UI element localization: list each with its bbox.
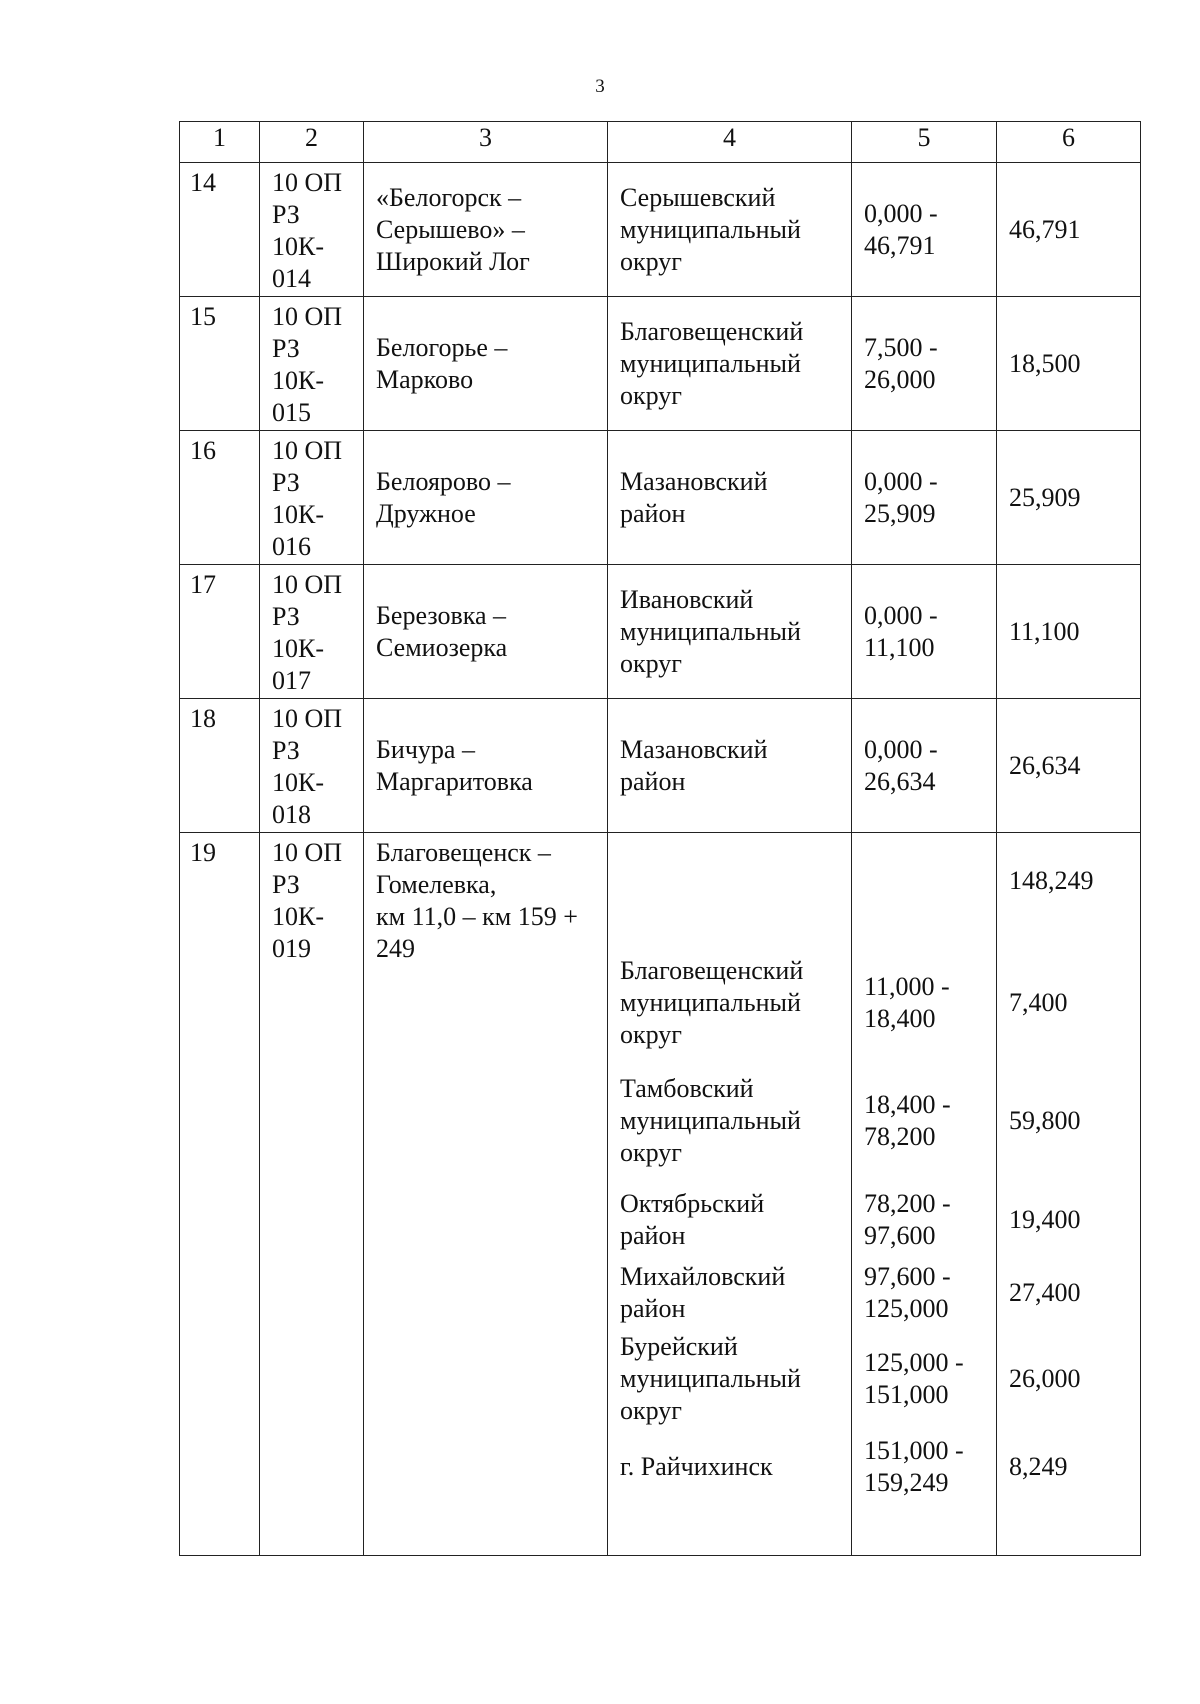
- text-line: 151,000: [864, 1380, 949, 1409]
- segment-length-value: 8,249: [1009, 1452, 1068, 1481]
- row-number: 14: [180, 163, 260, 297]
- text-line: Благовещенский: [620, 956, 804, 985]
- length: 25,909: [997, 431, 1141, 565]
- length: 26,634: [997, 699, 1141, 833]
- total-length: [997, 861, 1140, 901]
- text-line: 10 ОП: [272, 704, 343, 733]
- segment-length-value: 59,800: [1009, 1106, 1081, 1135]
- text-line: «Белогорск –: [376, 182, 522, 212]
- length-column: [997, 833, 1141, 1556]
- segment-km-range: [852, 1073, 996, 1169]
- text-line: муниципальный: [620, 348, 801, 378]
- text-line: 10 ОП: [272, 168, 343, 197]
- district-column: [608, 833, 852, 1556]
- segment-km-range: [852, 1185, 996, 1255]
- text-line: 0,000 -: [864, 466, 938, 496]
- text-line: Белогорье –: [376, 332, 508, 362]
- text-line: 10К-: [272, 902, 324, 931]
- text-line: округ: [620, 1020, 682, 1049]
- district: [608, 431, 852, 565]
- roads-table: [179, 121, 1141, 1556]
- text-line: 015: [272, 398, 311, 427]
- district: [608, 297, 852, 431]
- segment-district: [608, 1185, 851, 1255]
- total-length-value: 148,249: [1009, 866, 1094, 895]
- text-line: 10 ОП: [272, 838, 343, 867]
- text-line: муниципальный: [620, 214, 801, 244]
- road-name: [364, 565, 608, 699]
- road-code: [260, 431, 364, 565]
- text-line: 10К-: [272, 768, 324, 797]
- text-line: район: [620, 1221, 686, 1250]
- text-line: 018: [272, 800, 311, 829]
- text-line: 159,249: [864, 1468, 949, 1497]
- road-code: [260, 565, 364, 699]
- segment-district: [608, 955, 851, 1051]
- text-line: 97,600: [864, 1221, 936, 1250]
- length: 46,791: [997, 163, 1141, 297]
- text-line: 18,400: [864, 1004, 936, 1033]
- row-number: 15: [180, 297, 260, 431]
- row-number: 19: [180, 833, 260, 1556]
- text-line: Бичура –: [376, 734, 475, 764]
- text-line: 78,200: [864, 1122, 936, 1151]
- text-line: 125,000 -: [864, 1348, 964, 1377]
- text-line: Благовещенск –: [376, 838, 551, 867]
- text-line: Бурейский: [620, 1332, 738, 1361]
- text-line: район: [620, 766, 686, 796]
- text-line: 016: [272, 532, 311, 561]
- row-number: 17: [180, 565, 260, 699]
- segment-length: [997, 955, 1140, 1051]
- text-line: район: [620, 498, 686, 528]
- road-code: [260, 833, 364, 1556]
- road-name: [364, 163, 608, 297]
- text-line: 249: [376, 934, 415, 963]
- text-line: Серышево» –: [376, 214, 525, 244]
- text-line: район: [620, 1294, 686, 1323]
- road-name: [364, 431, 608, 565]
- text-line: Семиозерка: [376, 632, 508, 662]
- km-range: [852, 565, 997, 699]
- district: [608, 565, 852, 699]
- text-line: 0,000 -: [864, 600, 938, 630]
- segment-length-value: 7,400: [1009, 988, 1068, 1017]
- table-row: [180, 431, 1141, 565]
- segment-km-range: [852, 1258, 996, 1328]
- table-row: [180, 699, 1141, 833]
- table-row: [180, 565, 1141, 699]
- table-row: [180, 163, 1141, 297]
- text-line: 25,909: [864, 498, 936, 528]
- text-line: Марково: [376, 364, 474, 394]
- text-line: муниципальный: [620, 988, 801, 1017]
- segment-district: [608, 1331, 851, 1427]
- text-line: округ: [620, 246, 682, 276]
- text-line: км 11,0 – км 159 +: [376, 902, 578, 931]
- text-line: 125,000: [864, 1294, 949, 1323]
- text-line: округ: [620, 1138, 682, 1167]
- text-line: 019: [272, 934, 311, 963]
- text-line: 78,200 -: [864, 1189, 951, 1218]
- text-line: РЗ: [272, 736, 300, 765]
- text-line: Серышевский: [620, 182, 776, 212]
- text-line: 0,000 -: [864, 198, 938, 228]
- segment-district: [608, 1073, 851, 1169]
- text-line: 151,000 -: [864, 1436, 964, 1465]
- road-name: [364, 699, 608, 833]
- text-line: муниципальный: [620, 1106, 801, 1135]
- row-number: 16: [180, 431, 260, 565]
- district: [608, 699, 852, 833]
- segment-district: [608, 1258, 851, 1328]
- text-line: РЗ: [272, 200, 300, 229]
- text-line: РЗ: [272, 468, 300, 497]
- page-number: 3: [595, 76, 605, 97]
- road-code: [260, 163, 364, 297]
- text-line: 017: [272, 666, 311, 695]
- text-line: Широкий Лог: [376, 246, 530, 276]
- table-header-row: [180, 122, 1141, 163]
- text-line: муниципальный: [620, 616, 801, 646]
- segment-km-range: [852, 955, 996, 1051]
- text-line: Гомелевка,: [376, 870, 497, 899]
- km-range: [852, 699, 997, 833]
- column-header: 2: [260, 122, 364, 163]
- text-line: 7,500 -: [864, 332, 938, 362]
- km-range: [852, 297, 997, 431]
- road-code: [260, 297, 364, 431]
- segment-length: [997, 1073, 1140, 1169]
- column-header: 6: [997, 122, 1141, 163]
- segment-length-value: 19,400: [1009, 1205, 1081, 1234]
- text-line: 11,100: [864, 632, 935, 662]
- text-line: 11,000 -: [864, 972, 950, 1001]
- km-range: [852, 431, 997, 565]
- column-header: 3: [364, 122, 608, 163]
- text-line: г. Райчихинск: [620, 1452, 773, 1481]
- text-line: Белоярово –: [376, 466, 511, 496]
- text-line: Октябрьский: [620, 1189, 765, 1218]
- column-header: 5: [852, 122, 997, 163]
- segment-length: [997, 1331, 1140, 1427]
- segment-length: [997, 1185, 1140, 1255]
- segment-length: [997, 1258, 1140, 1328]
- table-row: [180, 297, 1141, 431]
- text-line: 0,000 -: [864, 734, 938, 764]
- length: 18,500: [997, 297, 1141, 431]
- row-number: 18: [180, 699, 260, 833]
- km-range-column: [852, 833, 997, 1556]
- text-line: 10 ОП: [272, 436, 343, 465]
- text-line: 10К-: [272, 232, 324, 261]
- text-line: Мазановский: [620, 734, 768, 764]
- text-line: Ивановский: [620, 584, 754, 614]
- text-line: округ: [620, 648, 682, 678]
- text-line: РЗ: [272, 334, 300, 363]
- district: [608, 163, 852, 297]
- text-line: округ: [620, 1396, 682, 1425]
- segment-km-range: [852, 1331, 996, 1427]
- segment-length-value: 27,400: [1009, 1278, 1081, 1307]
- text-line: 26,634: [864, 766, 936, 796]
- text-line: 10 ОП: [272, 302, 343, 331]
- road-code: [260, 699, 364, 833]
- text-line: 10 ОП: [272, 570, 343, 599]
- text-line: РЗ: [272, 870, 300, 899]
- text-line: 97,600 -: [864, 1262, 951, 1291]
- text-line: Благовещенский: [620, 316, 804, 346]
- text-line: Мазановский: [620, 466, 768, 496]
- segment-length-value: 26,000: [1009, 1364, 1081, 1393]
- text-line: 18,400 -: [864, 1090, 951, 1119]
- text-line: Михайловский: [620, 1262, 786, 1291]
- segment-district: [608, 1437, 851, 1497]
- table-row: [180, 833, 1141, 1556]
- km-range: [852, 163, 997, 297]
- column-header: 4: [608, 122, 852, 163]
- column-header: 1: [180, 122, 260, 163]
- road-name: [364, 297, 608, 431]
- text-line: 014: [272, 264, 311, 293]
- segment-km-range: [852, 1437, 996, 1497]
- text-line: РЗ: [272, 602, 300, 631]
- text-line: муниципальный: [620, 1364, 801, 1393]
- text-line: 26,000: [864, 364, 936, 394]
- text-line: 46,791: [864, 230, 936, 260]
- text-line: Дружное: [376, 498, 476, 528]
- text-line: округ: [620, 380, 682, 410]
- text-line: 10К-: [272, 366, 324, 395]
- segment-length: [997, 1437, 1140, 1497]
- road-name: [364, 833, 608, 1556]
- text-line: 10К-: [272, 634, 324, 663]
- length: 11,100: [997, 565, 1141, 699]
- text-line: Березовка –: [376, 600, 506, 630]
- text-line: 10К-: [272, 500, 324, 529]
- text-line: Маргаритовка: [376, 766, 533, 796]
- text-line: Тамбовский: [620, 1074, 754, 1103]
